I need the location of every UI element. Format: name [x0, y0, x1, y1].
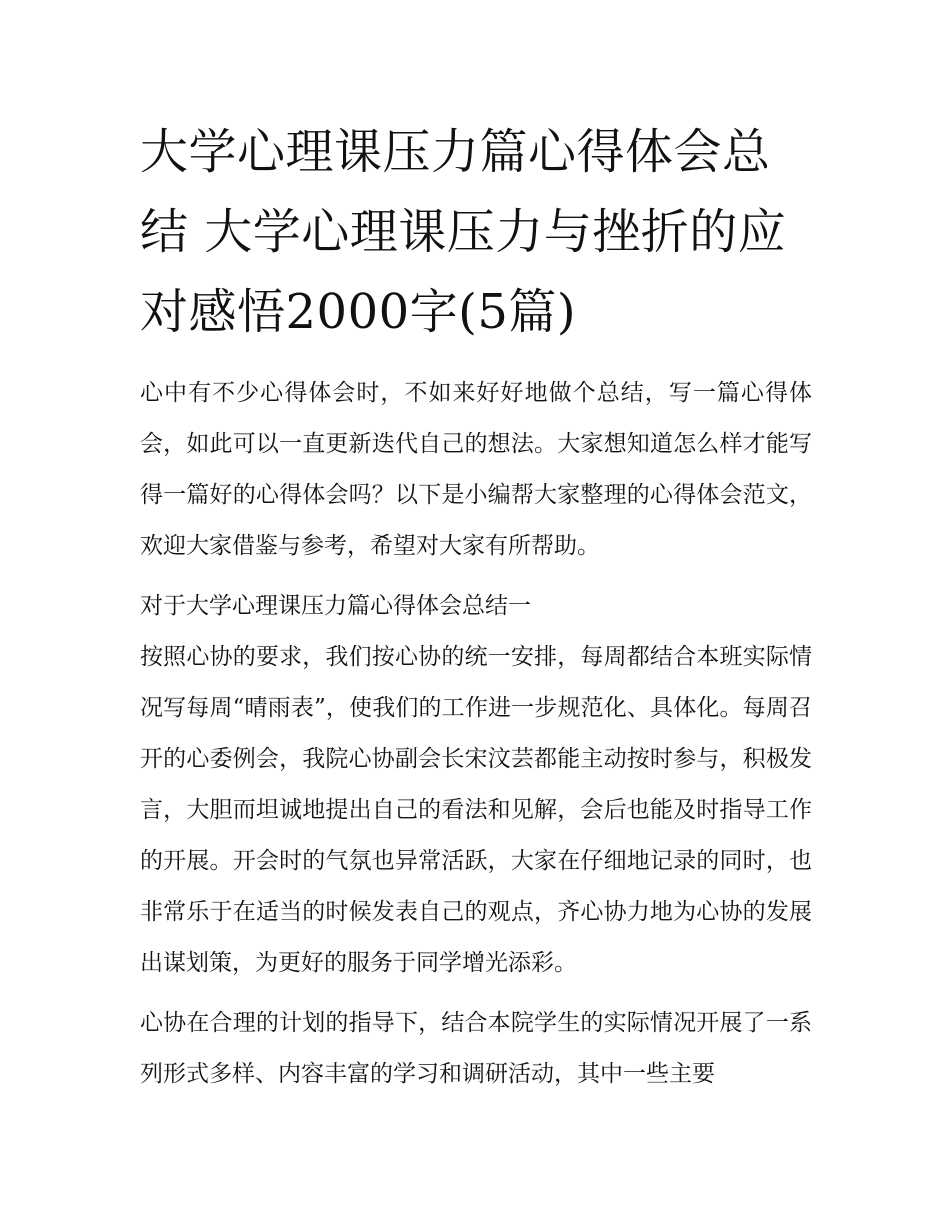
body-paragraph: 心协在合理的计划的指导下，结合本院学生的实际情况开展了一系列形式多样、内容丰富的学习和调研活动，其中一些主要 [140, 1010, 812, 1087]
document-title: 大学心理课压力篇心得体会总结 大学心理课压力与挫折的应对感悟2000字(5篇) [140, 124, 787, 340]
intro-paragraph: 心中有不少心得体会时，不如来好好地做个总结，写一篇心得体会，如此可以一直更新迭代自己的想法。大家想知道怎么样才能写得一篇好的心得体会吗？以下是小编帮大家整理的心得体会范文，欢迎大家借鉴与参考，希望对大家有所帮助。 [140, 380, 812, 559]
document-page [140, 112, 812, 1109]
document-body [140, 368, 812, 1100]
body-paragraph: 按照心协的要求，我们按心协的统一安排，每周都结合本班实际情况写每周“晴雨表”，使我们的工作进一步规范化、具体化。每周召开的心委例会，我院心协副会长宋汶芸都能主动按时参与，积极发言，大胆而坦诚地提出自己的看法和见解，会后也能及时指导工作的开展。开会时的气氛也异常活跃，大家在仔细地记录的同时，也非常乐于在适当的时候发表自己的观点，齐心协力地为心协的发展出谋划策，为更好的服务于同学增光添彩。 [140, 644, 812, 976]
section-heading: 对于大学心理课压力篇心得体会总结一 [140, 593, 531, 619]
